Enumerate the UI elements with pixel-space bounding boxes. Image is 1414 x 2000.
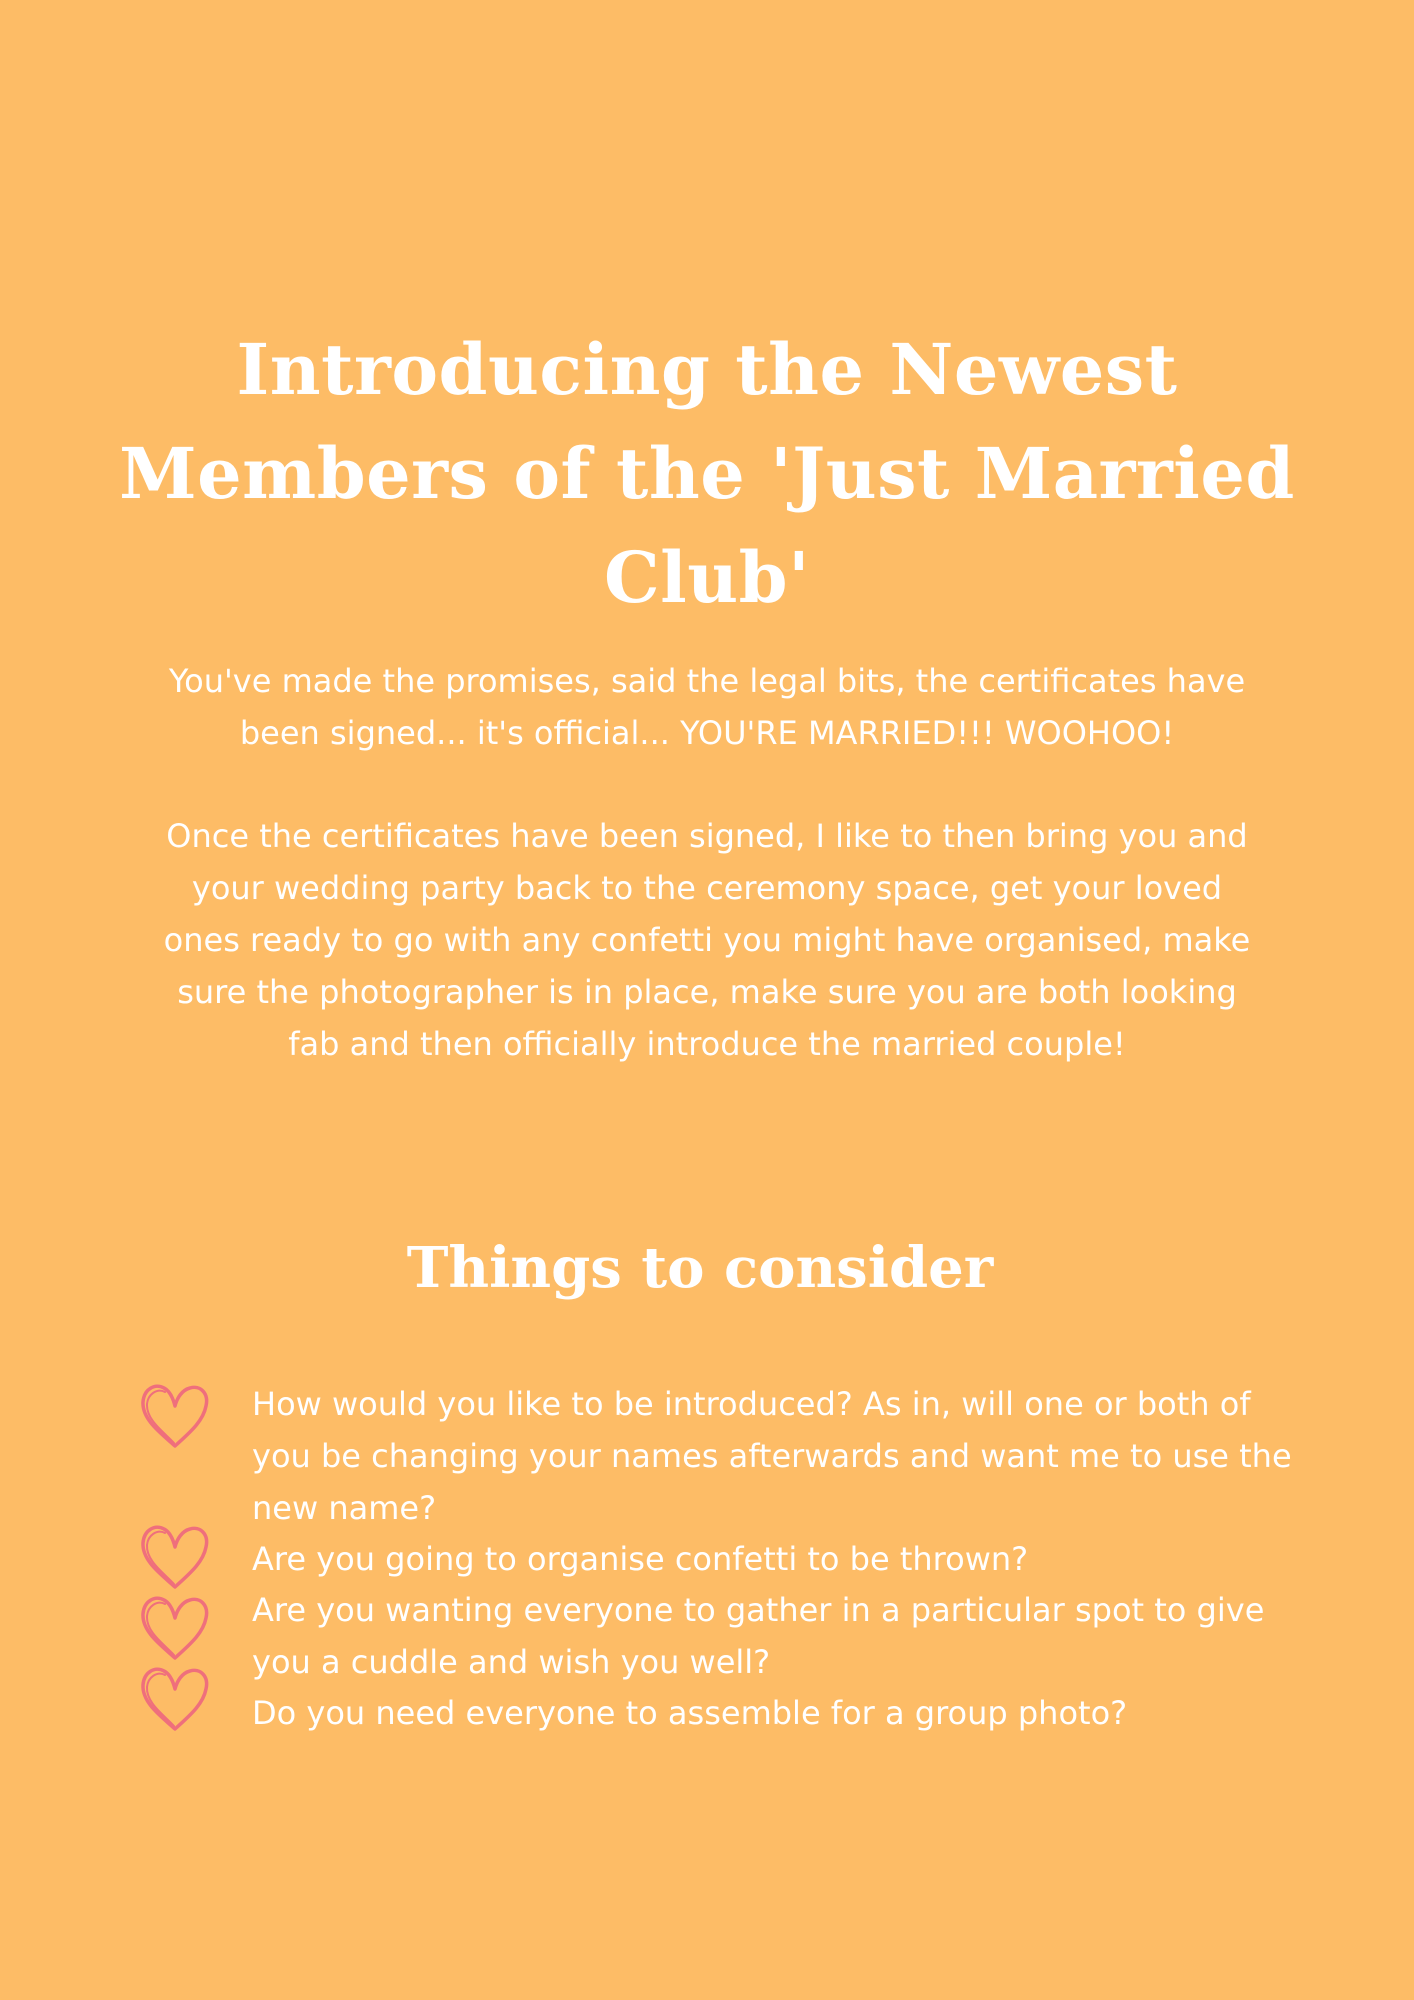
heart-icon: [138, 1380, 212, 1452]
consideration-text: Do you need everyone to assemble for a group photo?: [252, 1694, 1128, 1732]
body-paragraph: Once the certificates have been signed, I like to then bring you and your wedding party back to the ceremony space, get your loved ones ready to go with any confetti you might have organised, make sure the photographer is in place, make sure you are both looking fab and then officially introduce the married couple!: [163, 817, 1251, 1063]
considerations-heading: Things to consider: [406, 1235, 994, 1301]
heart-icon: [138, 1521, 212, 1593]
consideration-text: Are you wanting everyone to gather in a particular spot to give you a cuddle and wish you well?: [252, 1591, 1265, 1681]
intro-paragraph: You've made the promises, said the legal bits, the certificates have been signed... it's official... YOU'RE MARRIED!!! WOOHOO!: [168, 662, 1246, 752]
heart-icon: [138, 1663, 212, 1735]
page-title: Introducing the Newest Members of the 'Just Married Club': [119, 328, 1295, 619]
consideration-text: Are you going to organise confetti to be thrown?: [252, 1540, 1029, 1578]
heart-icon: [138, 1592, 212, 1664]
consideration-text: How would you like to be introduced? As in, will one or both of you be changing your names afterwards and want me to use the new name?: [252, 1385, 1292, 1527]
